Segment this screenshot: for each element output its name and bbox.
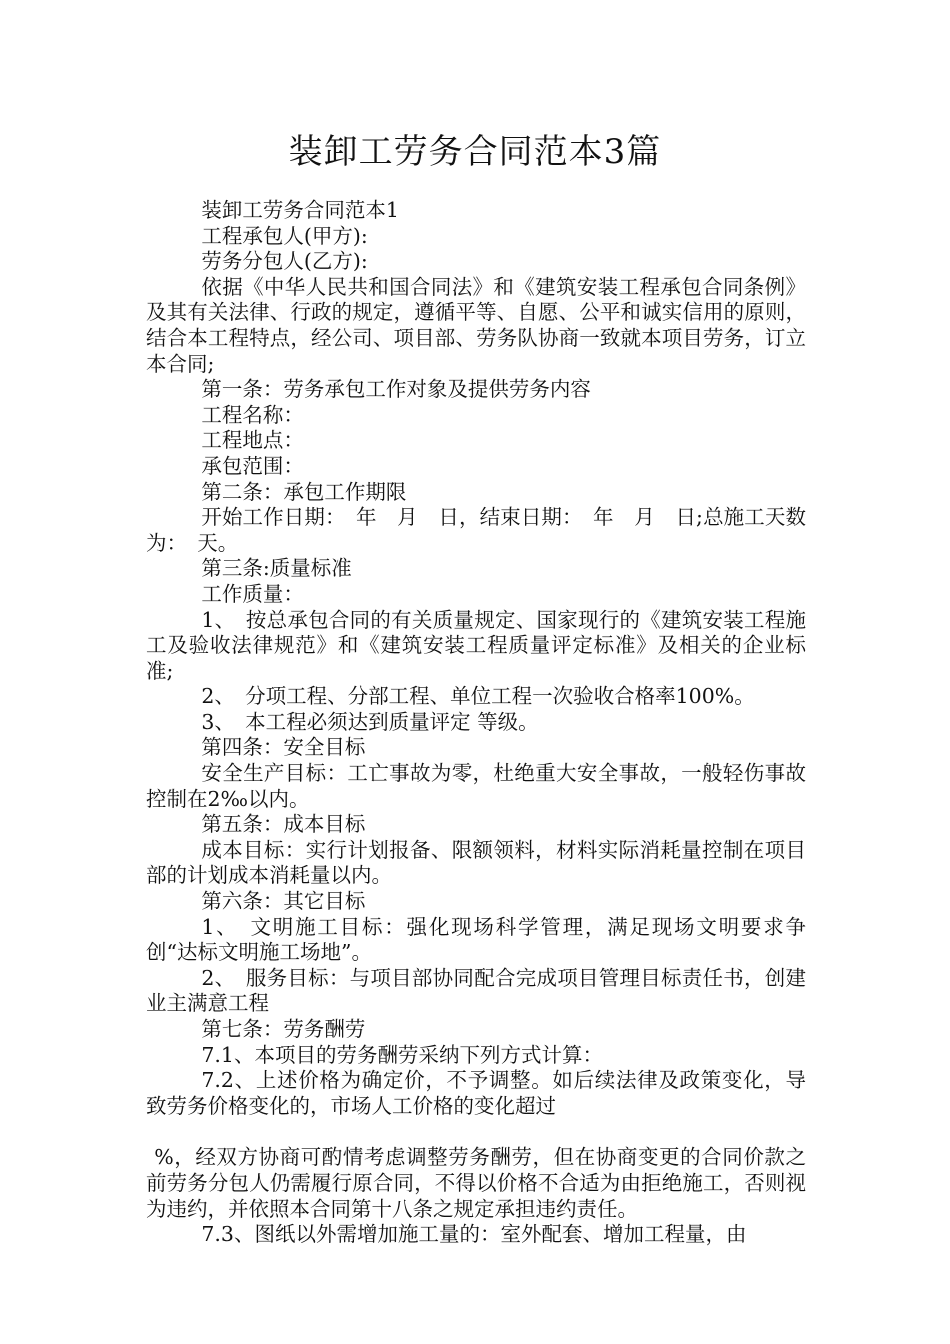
paragraph-article-4: 第四条：安全目标 (201, 735, 366, 760)
paragraph-project-location: 工程地点： (201, 428, 304, 453)
paragraph-work-period: 开始工作日期： 年 月 日，结束日期： 年 月 日;总施工天数为： 天。 (146, 505, 806, 555)
paragraph-party-a: 工程承包人(甲方): (201, 223, 368, 248)
paragraph-other-target-2: 2、 服务目标：与项目部协同配合完成项目管理目标责任书，创建业主满意工程 (146, 965, 806, 1016)
paragraph-clause-7-1: 7.1、本项目的劳务酬劳采纳下列方式计算： (201, 1042, 603, 1067)
paragraph-other-target-1: 1、 文明施工目标：强化现场科学管理，满足现场文明要求争创“达标文明施工场地”。 (146, 914, 806, 965)
paragraph-clause-7-3: 7.3、图纸以外需增加施工量的：室外配套、增加工程量，由 (201, 1222, 747, 1247)
paragraph-article-6: 第六条：其它目标 (201, 889, 366, 914)
paragraph-clause-7-2-continued: %，经双方协商可酌情考虑调整劳务酬劳，但在协商变更的合同价款之前劳务分包人仍需履行原合同，不得以价格不合适为由拒绝施工，否则视为违约，并依照本合同第十八条之规定承担违约责任。 (146, 1145, 806, 1221)
paragraph-section-heading: 装卸工劳务合同范本1 (201, 198, 399, 222)
paragraph-article-5: 第五条：成本目标 (201, 812, 366, 837)
paragraph-work-quality: 工作质量： (201, 581, 304, 606)
paragraph-article-2: 第二条：承包工作期限 (201, 479, 407, 504)
paragraph-article-3: 第三条:质量标准 (201, 556, 352, 581)
paragraph-article-7: 第七条：劳务酬劳 (201, 1017, 366, 1041)
document-title: 装卸工劳务合同范本3篇 (288, 132, 662, 172)
paragraph-party-b: 劳务分包人(乙方): (201, 249, 368, 274)
document-body (146, 198, 806, 1248)
paragraph-quality-item-1: 1、 按总承包合同的有关质量规定、国家现行的《建筑安装工程施工及验收法律规范》和《建筑安装工程质量评定标准》及相关的企业标准; (146, 607, 806, 683)
paragraph-clause-7-2: 7.2、上述价格为确定价，不予调整。如后续法律及政策变化，导致劳务价格变化的，市场人工价格的变化超过 (146, 1068, 806, 1118)
paragraph-preamble: 依据《中华人民共和国合同法》和《建筑安装工程承包合同条例》及其有关法律、行政的规定，遵循平等、自愿、公平和诚实信用的原则，结合本工程特点，经公司、项目部、劳务队协商一致就本项目劳务，订立本合同; (146, 274, 806, 376)
paragraph-cost-target: 成本目标：实行计划报备、限额领料，材料实际消耗量控制在项目部的计划成本消耗量以内。 (146, 837, 806, 888)
paragraph-safety-target: 安全生产目标：工亡事故为零，杜绝重大安全事故，一般轻伤事故控制在2‰以内。 (146, 761, 806, 811)
paragraph-scope: 承包范围： (201, 453, 304, 478)
paragraph-article-1: 第一条：劳务承包工作对象及提供劳务内容 (201, 377, 591, 402)
paragraph-quality-item-2: 2、 分项工程、分部工程、单位工程一次验收合格率100%。 (201, 684, 755, 709)
paragraph-quality-item-3: 3、 本工程必须达到质量评定 等级。 (201, 709, 539, 734)
paragraph-project-name: 工程名称： (201, 402, 304, 427)
